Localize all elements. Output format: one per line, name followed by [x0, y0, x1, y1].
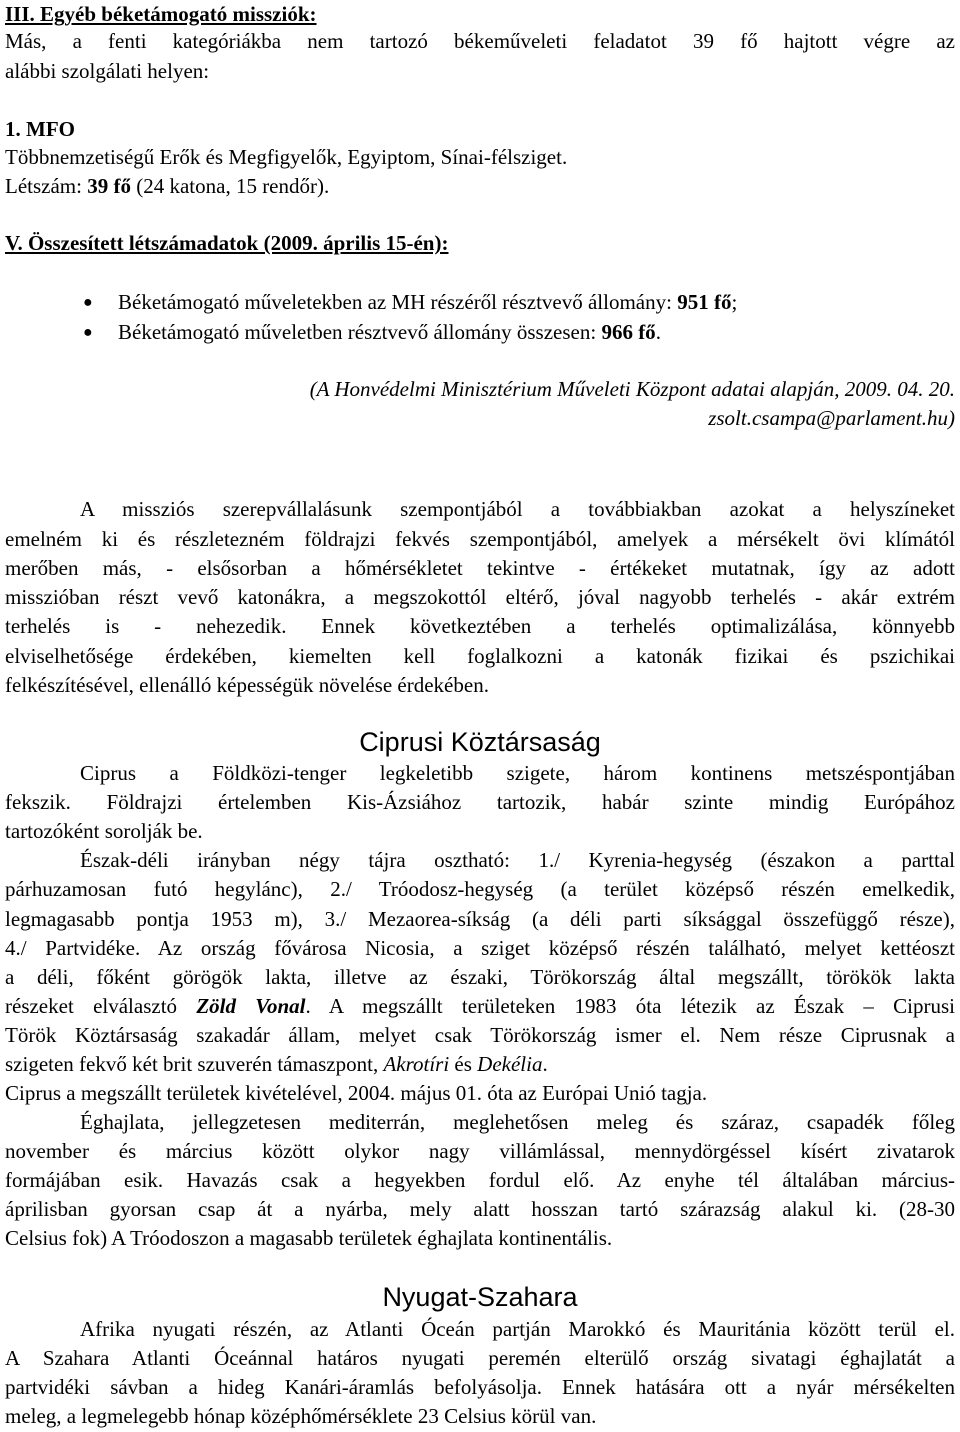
paragraph-line: formájában esik. Havazás csak a hegyekben fordul elő. Az enyhe tél általában március-: [5, 1168, 955, 1192]
paragraph-line: terhelés is - nehezedik. Ennek következtében a terhelés optimalizálása, könnyebb: [5, 614, 955, 638]
bullet-text: Béketámogató műveletekben az MH részéről résztvevő állomány: 951 fő;: [118, 290, 738, 314]
paragraph-line: Török Köztársaság szakadár állam, melyet csak Törökország ismer el. Nem része Ciprusnak a: [5, 1023, 955, 1047]
paragraph-line: szigeten fekvő két brit szuverén támaszpont, Akrotíri és Dekélia.: [5, 1052, 548, 1076]
section3-title-text: III. Egyéb béketámogató missziók:: [5, 2, 317, 26]
paragraph-line: legmagasabb pontja 1953 m), 3./ Mezaorea-síkság (a déli parti síksággal összefüggő része),: [5, 907, 955, 931]
paragraph-line: párhuzamosan futó hegylánc), 2./ Tróodosz-hegység (a terület középső részén emelkedik,: [5, 877, 955, 901]
heading-western-sahara: Nyugat-Szahara: [382, 1282, 578, 1312]
section-title: [5, 229, 955, 259]
paragraph-line: tartozóként sorolják be.: [5, 819, 203, 843]
mission-item-desc: Többnemzetiségű Erők és Megfigyelők, Egyiptom, Sínai-félsziget.: [5, 145, 568, 169]
paragraph-line: A Szahara Atlanti Óceánnal határos nyugati peremén elterülő ország sivatagi éghajlatát a: [5, 1346, 955, 1370]
source-note: (A Honvédelmi Minisztérium Műveleti Központ adatai alapján, 2009. 04. 20.: [309, 377, 955, 401]
section5-title-text: V. Összesített létszámadatok (2009. április 15-én):: [5, 231, 449, 255]
paragraph-line: Afrika nyugati részén, az Atlanti Óceán partján Marokkó és Mauritánia között terül el.: [80, 1317, 955, 1341]
bullet-value: 966 fő: [601, 320, 656, 344]
paragraph-line: Celsius fok) A Tróodoszon a magasabb területek éghajlata kontinentális.: [5, 1226, 613, 1250]
bullet-text: Béketámogató műveletben résztvevő állomány összesen: 966 fő.: [118, 320, 661, 344]
paragraph-line: meleg, a legmelegebb hónap középhőmérséklete 23 Celsius körül van.: [5, 1404, 597, 1428]
base-name: Dekélia: [477, 1052, 543, 1076]
mission-item-staff: [5, 172, 955, 202]
bullet-icon: ●: [83, 324, 93, 341]
staff-value: 39 fő: [87, 174, 131, 198]
paragraph-line: merőben más, - elsősorban a hőmérsékletet tekintve - értékeket mutatnak, így az adott: [5, 556, 955, 580]
source-note: zsolt.csampa@parlament.hu): [708, 406, 955, 430]
paragraph-line: Más, a fenti kategóriákba nem tartozó békeműveleti feladatot 39 fő hajtott végre az: [5, 29, 955, 53]
paragraph-line: 4./ Partvidéke. Az ország fővárosa Nicosia, a sziget középső részén található, melyet kettéoszt: [5, 936, 955, 960]
staff-label: Létszám:: [5, 174, 88, 198]
mission-item-number: 1. MFO: [5, 117, 75, 141]
paragraph-line: felkészítésével, ellenálló képességük növelése érdekében.: [5, 673, 489, 697]
paragraph-line: november és március között olykor nagy villámlással, mennydörgéssel kísért zivatarok: [5, 1139, 955, 1163]
paragraph-line: alábbi szolgálati helyen:: [5, 59, 210, 83]
paragraph-line: partvidéki sávban a hideg Kanári-áramlás befolyásolja. Ennek hatására ott a nyár mérsékelten: [5, 1375, 955, 1399]
paragraph-line: Ciprus a Földközi-tenger legkeletibb szigete, három kontinens metszéspontjában: [80, 761, 955, 785]
bullet-value: 951 fő: [677, 290, 732, 314]
bullet-icon: ●: [83, 294, 93, 311]
paragraph-line: Ciprus a megszállt területek kivételével, 2004. május 01. óta az Európai Unió tagja.: [5, 1081, 708, 1105]
mission-item-title: [5, 115, 955, 145]
paragraph-line: részeket elválasztó Zöld Vonal. A megszállt területeken 1983 óta létezik az Észak – Ciprusi: [5, 994, 955, 1018]
staff-detail: (24 katona, 15 rendőr).: [130, 174, 330, 198]
green-line-term: Zöld Vonal: [196, 994, 306, 1018]
paragraph-line: Éghajlata, jellegzetesen mediterrán, meglehetősen meleg és száraz, csapadék főleg: [80, 1110, 955, 1134]
paragraph-line: áprilisban gyorsan csap át a nyárba, mely alatt hosszan tartó szárazság alakul ki. (28-30: [5, 1197, 955, 1221]
paragraph-line: a déli, főként görögök lakta, illetve az északi, Törökország által megszállt, törökök lakta: [5, 965, 955, 989]
paragraph-line: Észak-déli irányban négy tájra osztható: 1./ Kyrenia-hegység (északon a parttal: [80, 848, 955, 872]
heading-cyprus: Ciprusi Köztársaság: [359, 727, 601, 757]
section-title: [5, 0, 955, 30]
paragraph-line: A missziós szerepvállalásunk szempontjából a továbbiakban azokat a helyszíneket: [80, 497, 955, 521]
paragraph-line: misszióban részt vevő katonákra, a megszokottól eltérő, jóval nagyobb terhelés - akár extrém: [5, 585, 955, 609]
base-name: Akrotíri: [383, 1052, 450, 1076]
paragraph-line: elviselhetősége érdekében, kiemelten kell foglalkozni a katonák fizikai és pszichikai: [5, 644, 955, 668]
paragraph-line: fekszik. Földrajzi értelemben Kis-Ázsiához tartozik, habár szinte mindig Európához: [5, 790, 955, 814]
paragraph-line: emelném ki és részletezném földrajzi fekvés szempontjából, amelyek a mérsékelt övi klímától: [5, 527, 955, 551]
